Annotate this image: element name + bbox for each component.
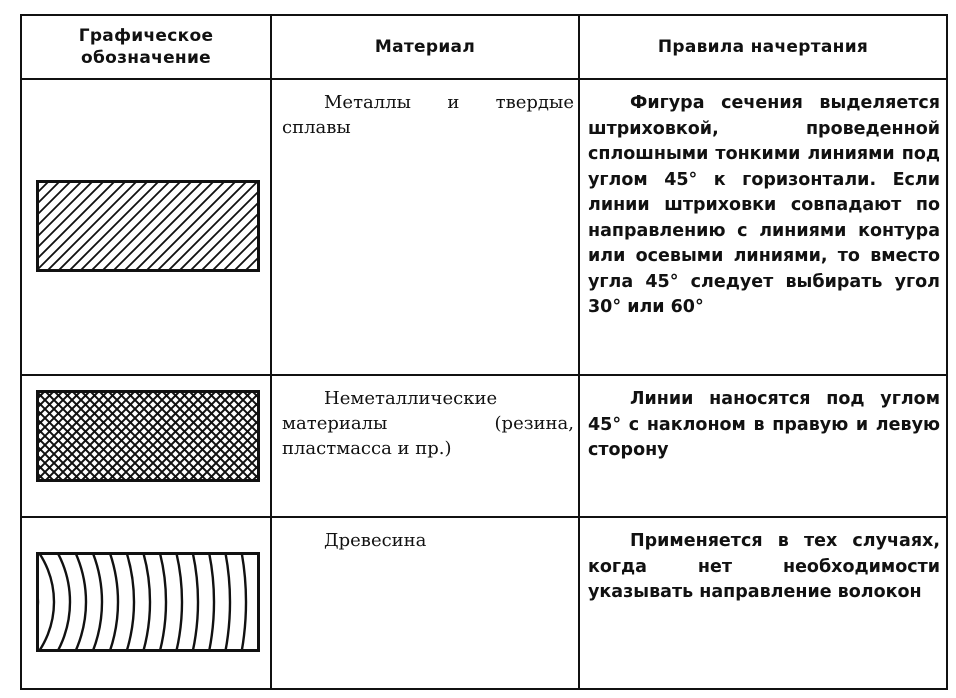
- row-2-graphic-cell: [22, 376, 270, 516]
- materials-table: [20, 14, 948, 690]
- wood-arcs-symbol: [36, 552, 260, 652]
- row-3-rule-cell: [580, 518, 946, 688]
- row-3-graphic-cell: [22, 518, 270, 688]
- row-1-rule-cell: [580, 80, 946, 374]
- header-material-label: Материал: [374, 37, 476, 57]
- row-1-material-cell: [272, 80, 578, 374]
- diagonal-hatch-symbol: [36, 180, 260, 272]
- row-3-rule-text: Применяется в тех случаях, когда нет необходимости указывать направление волокон: [588, 531, 940, 602]
- header-graphic-label: Графическое обозначение: [78, 26, 214, 68]
- header-material: [272, 16, 578, 78]
- row-1-graphic-cell: [22, 80, 270, 374]
- row-3-material-text: Древесина: [324, 530, 427, 551]
- row-1-material-text: Металлы и твердые сплавы: [282, 92, 574, 138]
- header-graphic: [22, 16, 270, 78]
- row-1-rule-text: Фигура сечения выделяется штриховкой, проведенной сплошными тонкими линиями под углом 45° к горизонтали. Если линии штриховки совпадают по направлению с линиями контура или осевыми линиями, то вместо угла 45° следует выбирать угол 30° или 60°: [588, 93, 940, 317]
- row-2-material-text: Неметаллические материалы (резина, пластмасса и пр.): [282, 388, 574, 459]
- cross-hatch-symbol: [36, 390, 260, 482]
- row-2-material-cell: [272, 376, 578, 516]
- row-3-material-cell: [272, 518, 578, 688]
- row-2-rule-text: Линии наносятся под углом 45° с наклоном в правую и левую сторону: [588, 389, 940, 460]
- row-2-rule-cell: [580, 376, 946, 516]
- header-rules: [580, 16, 946, 78]
- header-rules-label: Правила начертания: [657, 37, 869, 57]
